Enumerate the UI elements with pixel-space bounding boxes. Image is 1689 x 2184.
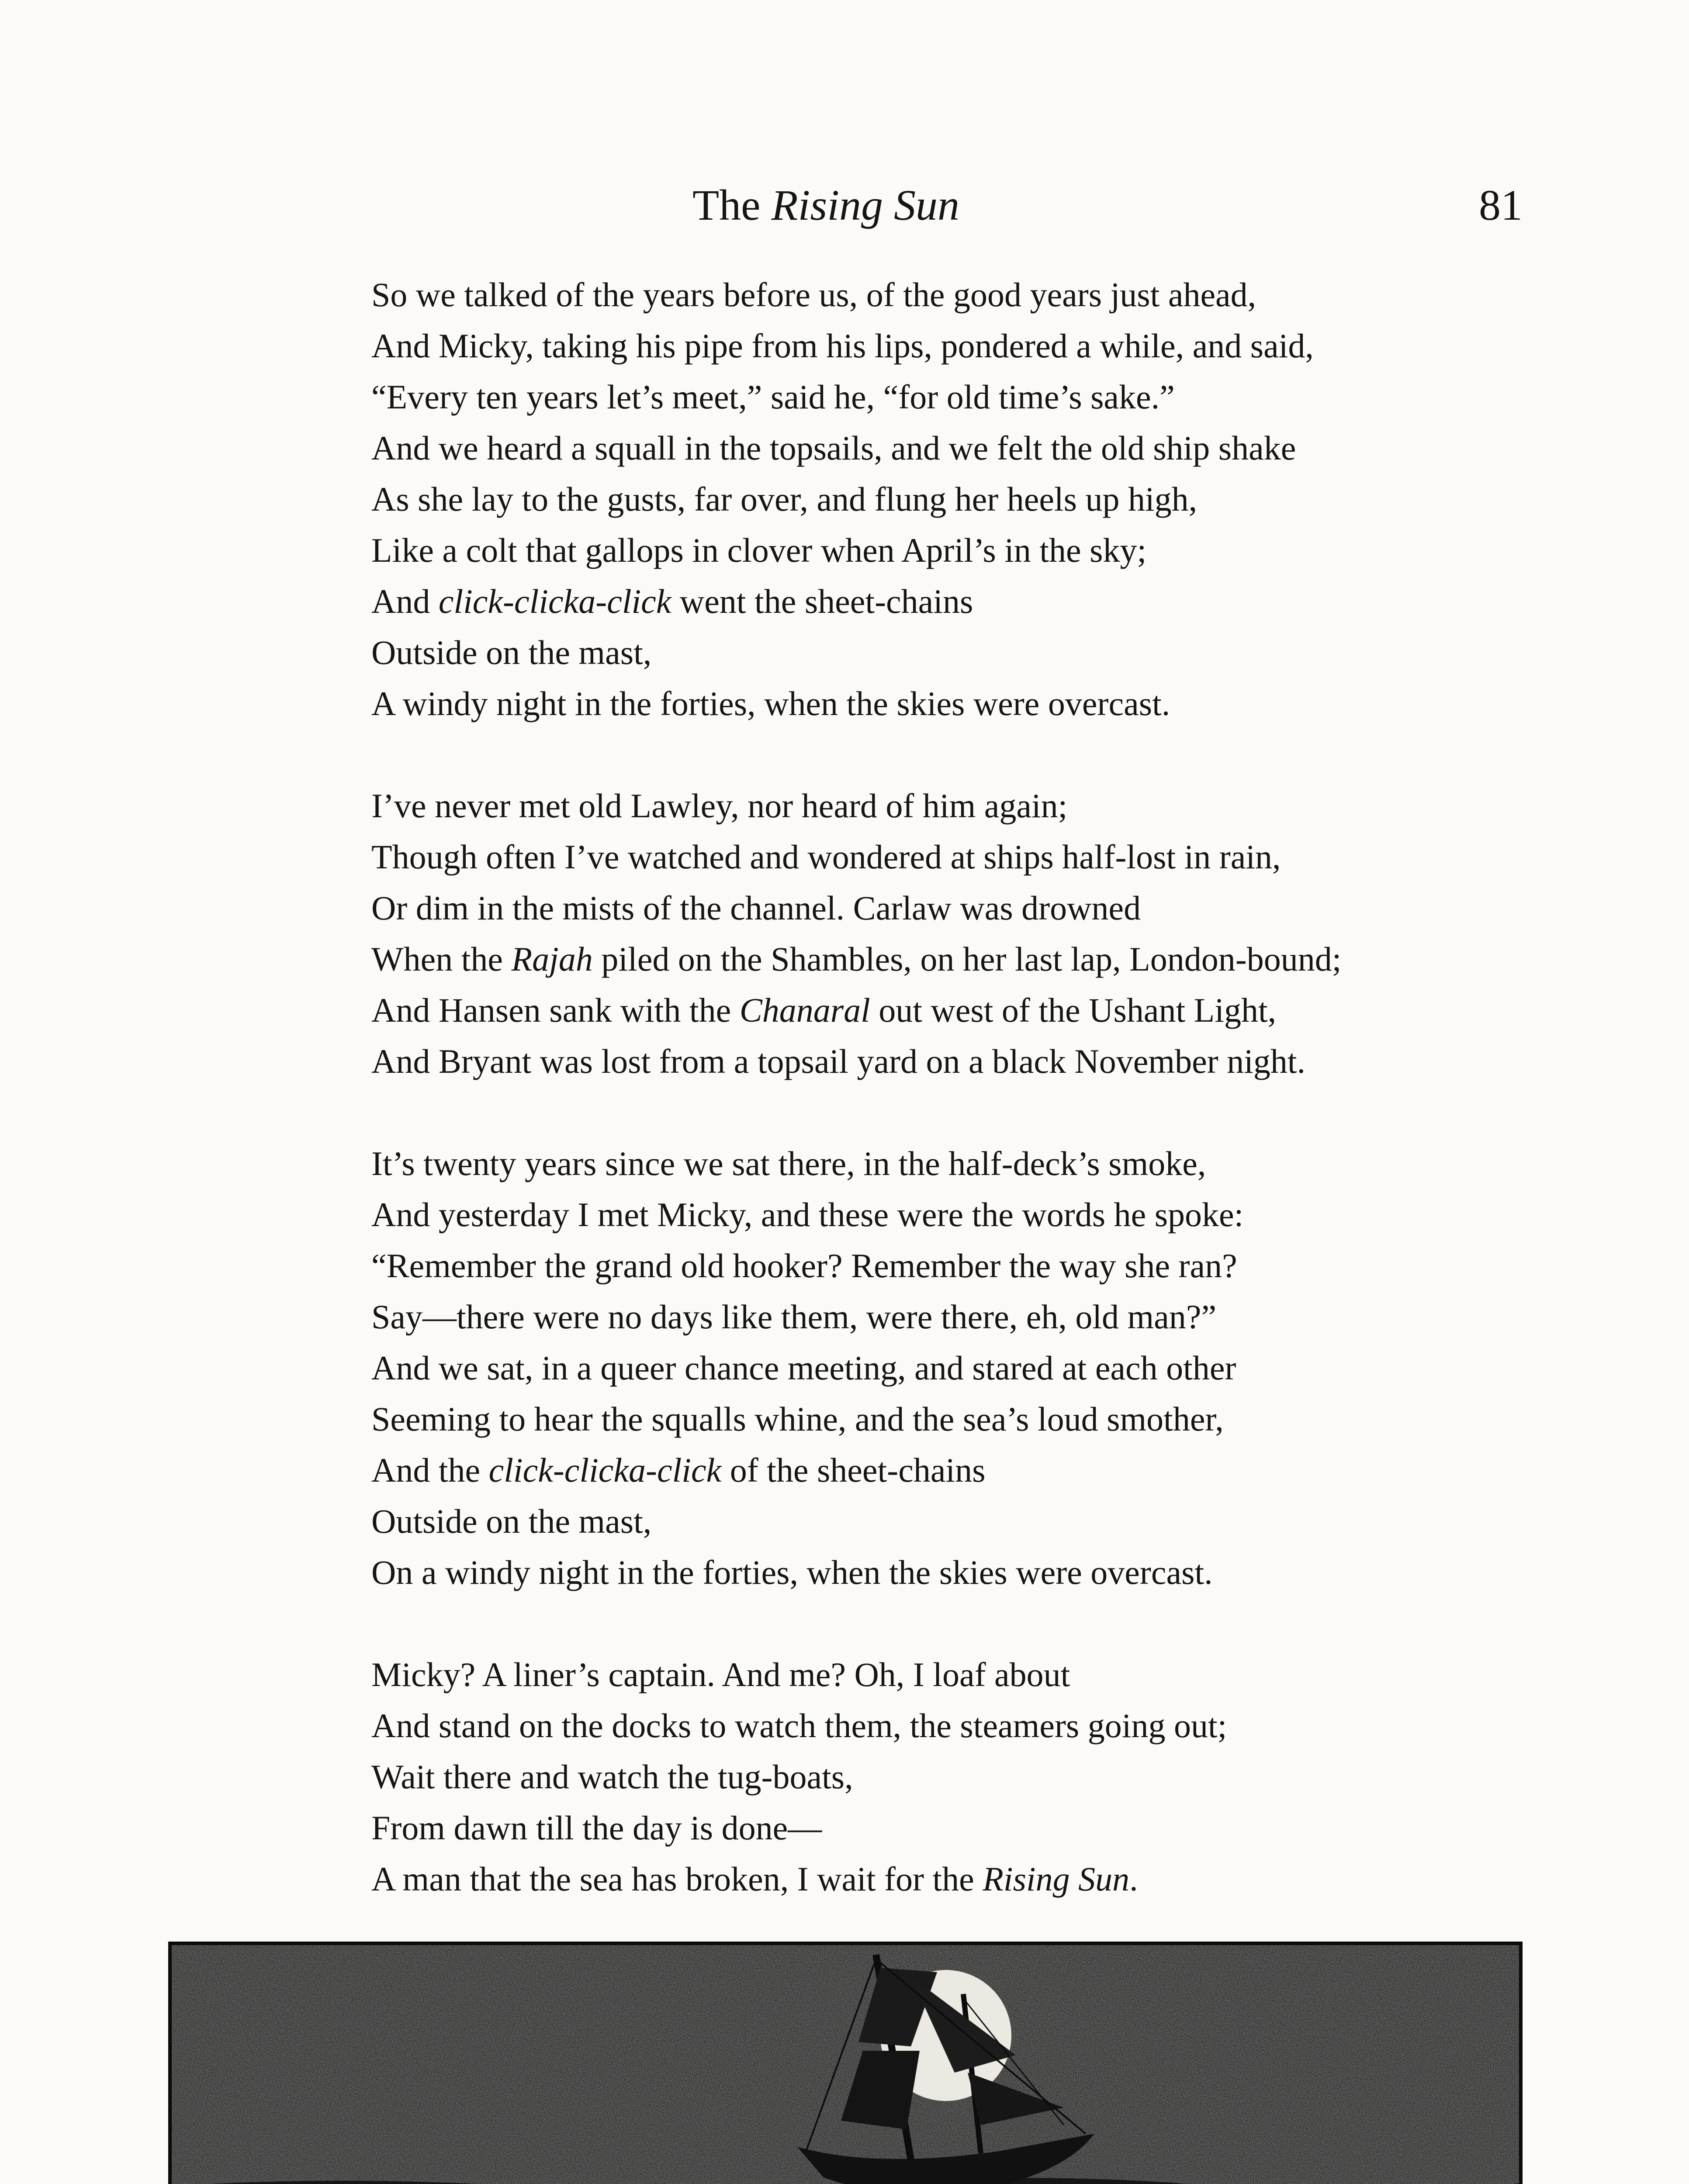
poem-line [371, 269, 1507, 320]
line-text: Seeming to hear the squalls whine, and the sea’s loud smother, [371, 1400, 1224, 1438]
stanza [371, 1138, 1507, 1598]
line-text: And we sat, in a queer chance meeting, and stared at each other [371, 1349, 1236, 1387]
stanza [371, 1649, 1507, 1904]
line-text: Outside on the mast, [371, 1502, 652, 1540]
italic-text: Rising Sun [983, 1860, 1130, 1898]
italic-text: Rajah [511, 940, 593, 978]
poem-line [371, 678, 1507, 729]
line-text: went the sheet-chains [671, 582, 973, 620]
poem-line [371, 882, 1507, 933]
line-text: Wait there and watch the tug-boats, [371, 1758, 853, 1796]
poem-line [371, 933, 1507, 985]
poem-line [371, 1700, 1507, 1751]
stanza [371, 269, 1507, 729]
line-text: piled on the Shambles, on her last lap, London-bound; [592, 940, 1342, 978]
line-text: of the sheet-chains [721, 1451, 986, 1489]
line-text: And Micky, taking his pipe from his lips, pondered a while, and said, [371, 327, 1314, 365]
line-text: Or dim in the mists of the channel. Carlaw was drowned [371, 889, 1141, 927]
line-text: A windy night in the forties, when the skies were overcast. [371, 684, 1170, 722]
line-text: When the [371, 940, 512, 978]
line-text: Outside on the mast, [371, 633, 652, 671]
poem-line [371, 1291, 1507, 1342]
poem-line [371, 1547, 1507, 1598]
line-text: Micky? A liner’s captain. And me? Oh, I loaf about [371, 1655, 1070, 1693]
poem-line [371, 525, 1507, 576]
chapter-title-prefix: The [692, 181, 772, 229]
poem-line [371, 371, 1507, 422]
line-text: Like a colt that gallops in clover when April’s in the sky; [371, 531, 1147, 569]
line-text: Say—there were no days like them, were there, eh, old man?” [371, 1298, 1217, 1336]
stanza [371, 780, 1507, 1087]
line-text: As she lay to the gusts, far over, and flung her heels up high, [371, 480, 1198, 518]
poem-line [371, 1036, 1507, 1087]
italic-text: click-clicka-click [438, 582, 671, 620]
poem-line [371, 1649, 1507, 1700]
poem-line [371, 1751, 1507, 1802]
poem-line [371, 831, 1507, 882]
poem-body [371, 269, 1507, 1904]
line-text: And Bryant was lost from a topsail yard on a black November night. [371, 1042, 1306, 1080]
line-text: And stand on the docks to watch them, the steamers going out; [371, 1707, 1227, 1745]
poem-line [371, 320, 1507, 371]
line-text: I’ve never met old Lawley, nor heard of him again; [371, 787, 1068, 825]
running-head [0, 177, 1689, 234]
poem-line [371, 576, 1507, 627]
line-text: out west of the Ushant Light, [870, 991, 1277, 1029]
poem-line [371, 627, 1507, 678]
line-text: So we talked of the years before us, of the good years just ahead, [371, 276, 1256, 314]
woodcut-image [168, 1942, 1523, 2184]
line-text: On a windy night in the forties, when the skies were overcast. [371, 1553, 1213, 1591]
poem-line [371, 1802, 1507, 1853]
line-text: It’s twenty years since we sat there, in the half-deck’s smoke, [371, 1144, 1206, 1182]
chapter-title-italic: Rising Sun [771, 181, 960, 229]
italic-text: click-clicka-click [488, 1451, 722, 1489]
poem-line [371, 780, 1507, 831]
italic-text: Chanaral [739, 991, 870, 1029]
line-text: A man that the sea has broken, I wait for the [371, 1860, 983, 1898]
poem-line [371, 1189, 1507, 1240]
line-text: And Hansen sank with the [371, 991, 740, 1029]
poem-line [371, 1853, 1507, 1904]
poem-line [371, 985, 1507, 1036]
poem-line [371, 1138, 1507, 1189]
line-text: And [371, 582, 439, 620]
line-text: “Every ten years let’s meet,” said he, “for old time’s sake.” [371, 378, 1175, 416]
chapter-title [692, 177, 959, 234]
poem-line [371, 473, 1507, 525]
line-text: And we heard a squall in the topsails, and we felt the old ship shake [371, 429, 1296, 467]
poem-line [371, 1444, 1507, 1496]
line-text: Though often I’ve watched and wondered at ships half-lost in rain, [371, 838, 1281, 876]
line-text: . [1129, 1860, 1138, 1898]
poem-line [371, 1393, 1507, 1444]
poem-line [371, 422, 1507, 473]
line-text: And the [371, 1451, 489, 1489]
poem-line [371, 1496, 1507, 1547]
poem-line [371, 1240, 1507, 1291]
line-text: And yesterday I met Micky, and these were the words he spoke: [371, 1196, 1244, 1234]
page-number: 81 [1479, 181, 1523, 229]
ship-illustration [168, 1942, 1523, 2184]
line-text: “Remember the grand old hooker? Remember the way she ran? [371, 1247, 1237, 1285]
poem-line [371, 1342, 1507, 1393]
line-text: From dawn till the day is done— [371, 1809, 822, 1847]
